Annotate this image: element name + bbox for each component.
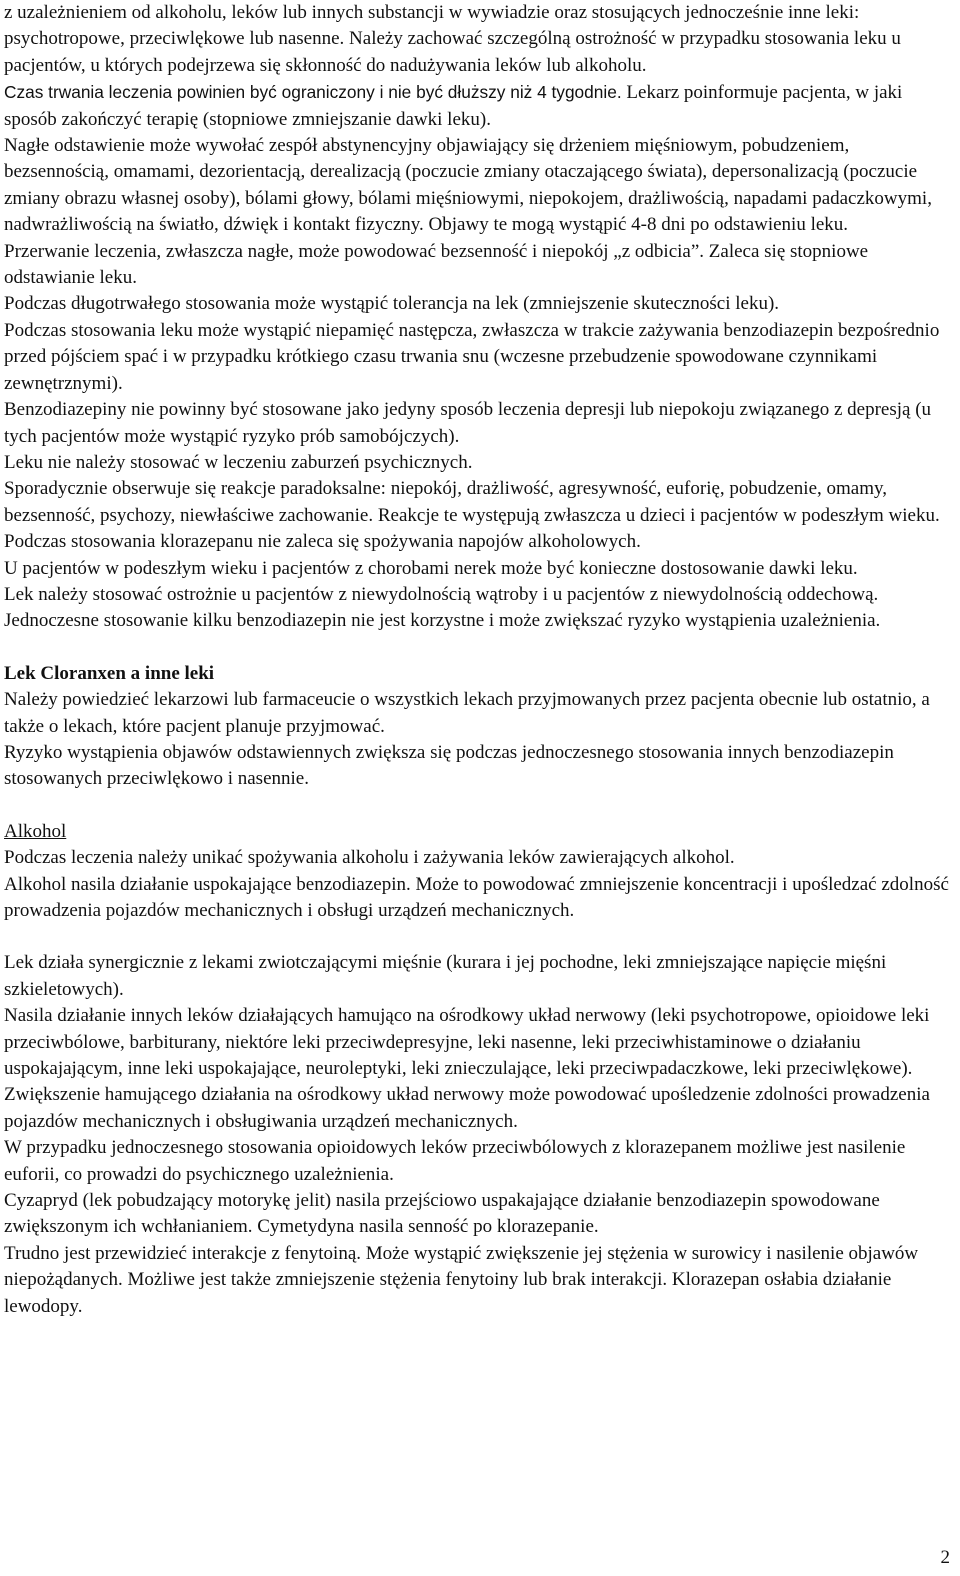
paragraph: Należy powiedzieć lekarzowi lub farmaceucie o wszystkich lekach przyjmowanych przez pacjenta obecnie lub ostatnio, a także o lekach, które pacjent planuje przyjmować. bbox=[4, 689, 930, 737]
paragraph-sentence: Nagłe odstawienie może wywołać zespół abstynencyjny objawiający się drżeniem mięśniowym, pobudzeniem, bezsennością, omamami, dezorientacją, derealizacją (poczucie zmiany otaczającego świata), depersonalizacją (poczucie zmiany obrazu własnej osoby), bólami głowy, bólami mięśniowymi, niepokojem, drażliwością, napadami padaczkowymi, nadwrażliwością na światło, dźwięk i kontakt fizyczny. bbox=[4, 135, 932, 236]
paragraph: Lek działa synergicznie z lekami zwiotczającymi mięśnie (kurara i jej pochodne, leki zmniejszające napięcie mięśni szkieletowych). bbox=[4, 952, 887, 1000]
spacer bbox=[4, 924, 956, 950]
paragraph: Przerwanie leczenia, zwłaszcza nagłe, może powodować bezsenność i niepokój „z odbicia”. Zaleca się stopniowe odstawianie leku. bbox=[4, 240, 869, 289]
paragraph: Nasila działanie innych leków działających hamująco na ośrodkowy układ nerwowy (leki psychotropowe, opioidowe leki przeciwbólowe, barbiturany, niektóre leki przeciwdepresyjne, leki nasenne, leki przeciwhistaminowe o działaniu uspokajającym, inne leki uspokajające, neuroleptyki, leki znieczulające, leki przeciwpadaczkowe, leki przeciwlękowe). Zwiększenie hamującego działania na ośrodkowy układ nerwowy może powodować upośledzenie zdolności prowadzenia pojazdów mechanicznych i obsługiwania urządzeń mechanicznych. bbox=[4, 1005, 930, 1132]
paragraph: W przypadku jednoczesnego stosowania opioidowych leków przeciwbólowych z klorazepanem możliwe jest nasilenie euforii, co prowadzi do psychicznego uzależnienia. bbox=[4, 1137, 906, 1185]
paragraph: Lek należy stosować ostrożnie u pacjentów z niewydolnością wątroby i u pacjentów z niewydolnością oddechową. bbox=[4, 583, 879, 605]
spacer bbox=[4, 635, 956, 661]
paragraph: z uzależnieniem od alkoholu, leków lub innych substancji w wywiadzie oraz stosujących jednocześnie inne leki: psychotropowe, przeciwlękowe lub nasenne. Należy zachować szczególną ostrożność w przypadku stosowania leku u pacjentów, u których podejrzewa się skłonność do nadużywania leków lub alkoholu. bbox=[4, 2, 901, 76]
paragraph: Alkohol nasila działanie uspokajające benzodiazepin. Może to powodować zmniejszenie koncentracji i upośledzać zdolność prowadzenia pojazdów mechanicznych i obsługi urządzeń mechanicznych. bbox=[4, 873, 949, 921]
paragraph: Trudno jest przewidzieć interakcje z fenytoiną. Może wystąpić zwiększenie jej stężenia w surowicy i nasilenie objawów niepożądanych. Możliwe jest także zmniejszenie stężenia fenytoiny lub brak interakcji. Klorazepan osłabia działanie lewodopy. bbox=[4, 1242, 919, 1317]
paragraph: Podczas stosowania leku może wystąpić niepamięć następcza, zwłaszcza w trakcie zażywania benzodiazepin bezpośrednio przed pójściem spać i w przypadku krótkiego czasu trwania snu (wczesne przebudzenie spowodowane czynnikami zewnętrznymi). bbox=[4, 319, 940, 394]
paragraph: Sporadycznie obserwuje się reakcje paradoksalne: niepokój, drażliwość, agresywność, euforię, pobudzenie, omamy, bezsenność, psychozy, niewłaściwe zachowanie. Reakcje te występują zwłaszcza u dzieci i pacjentów w podeszłym wieku. bbox=[4, 478, 940, 526]
paragraph: Benzodiazepiny nie powinny być stosowane jako jedyny sposób leczenia depresji lub niepokoju związanego z depresją (u tych pacjentów może wystąpić ryzyko prób samobójczych). bbox=[4, 399, 932, 447]
paragraph: Ryzyko wystąpienia objawów odstawiennych zwiększa się podczas jednoczesnego stosowania innych benzodiazepin stosowanych przeciwlękowo i nasennie. bbox=[4, 741, 894, 790]
paragraph: Jednoczesne stosowanie kilku benzodiazepin nie jest korzystne i może zwiększać ryzyko wystąpienia uzależnienia. bbox=[4, 610, 881, 632]
paragraph-sentence: Lekarz poinformuje pacjenta, w jaki sposób zakończyć terapię (stopniowe zmniejszanie dawki leku). bbox=[4, 82, 903, 130]
paragraph: Podczas leczenia należy unikać spożywania alkoholu i zażywania leków zawierających alkohol. bbox=[4, 847, 735, 869]
document-page bbox=[4, 0, 956, 1320]
paragraph bbox=[4, 133, 956, 239]
paragraph: Podczas stosowania klorazepanu nie zaleca się spożywania napojów alkoholowych. bbox=[4, 531, 641, 553]
paragraph: U pacjentów w podeszłym wieku i pacjentów z chorobami nerek może być konieczne dostosowanie dawki leku. bbox=[4, 557, 858, 579]
paragraph bbox=[4, 79, 956, 133]
paragraph: Podczas długotrwałego stosowania może wystąpić tolerancja na lek (zmniejszenie skuteczności leku). bbox=[4, 293, 780, 315]
page-number: 2 bbox=[940, 1547, 950, 1568]
paragraph: Cyzapryd (lek pobudzający motorykę jelit) nasila przejściowo uspakajające działanie benzodiazepin spowodowane zwiększonym ich wchłanianiem. Cymetydyna nasila senność po klorazepanie. bbox=[4, 1190, 880, 1238]
paragraph-sentence: Czas trwania leczenia powinien być ograniczony i nie być dłuższy niż 4 tygodnie. bbox=[4, 82, 622, 103]
paragraph-sentence: Objawy te mogą wystąpić 4-8 dni po odstawieniu leku. bbox=[423, 214, 849, 236]
spacer bbox=[4, 793, 956, 819]
paragraph: Leku nie należy stosować w leczeniu zaburzeń psychicznych. bbox=[4, 451, 473, 473]
section-heading: Lek Cloranxen a inne leki bbox=[4, 662, 215, 684]
subsection-heading: Alkohol bbox=[4, 820, 67, 842]
